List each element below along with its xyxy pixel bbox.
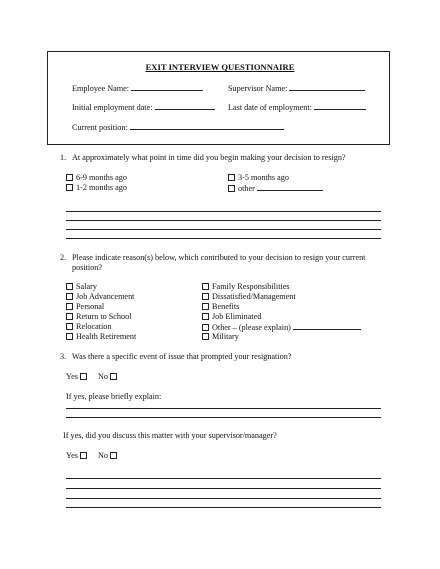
q2-option-job-eliminated[interactable] <box>202 312 261 322</box>
q3-number: 3. <box>60 352 67 361</box>
q2-option-benefits[interactable] <box>202 302 239 312</box>
q1-answer-line[interactable] <box>66 211 381 212</box>
option-label: Relocation <box>76 322 112 331</box>
form-title: EXIT INTERVIEW QUESTIONNAIRE <box>145 62 295 72</box>
checkbox[interactable] <box>80 452 87 459</box>
option-label: Personal <box>76 302 105 311</box>
q2-number: 2. <box>60 253 67 262</box>
option-label: Salary <box>76 282 97 291</box>
q2-option-relocation[interactable] <box>66 322 111 332</box>
supervisor-name-line <box>289 83 365 91</box>
option-label: Dissatisfied/Management <box>212 292 296 301</box>
q2-option-dissatisfied-management[interactable] <box>202 292 296 302</box>
other-explain-line <box>293 322 361 330</box>
employee-name-field[interactable] <box>72 83 203 94</box>
initial-employment-date-line <box>155 102 215 110</box>
option-label: Other – (please explain) <box>212 323 291 332</box>
yes-label: Yes <box>66 372 78 381</box>
q2-text-line1: Please indicate reason(s) below, which contributed to your decision to resign your current <box>72 253 366 262</box>
q3-no-option[interactable] <box>98 372 117 382</box>
checkbox[interactable] <box>110 452 117 459</box>
checkbox[interactable] <box>228 185 235 192</box>
option-label: 1-2 months ago <box>76 183 127 192</box>
checkbox[interactable] <box>66 303 73 310</box>
no-label: No <box>98 451 109 460</box>
q1-text: At approximately what point in time did you begin making your decision to resign? <box>72 153 346 162</box>
q1-option-3-5-months[interactable] <box>228 173 289 183</box>
checkbox[interactable] <box>202 293 209 300</box>
q3-answer-line[interactable] <box>66 417 381 418</box>
q2-option-job-advancement[interactable] <box>66 292 134 302</box>
initial-employment-date-label: Initial employment date: <box>72 103 153 112</box>
option-label: Job Advancement <box>76 292 135 301</box>
checkbox[interactable] <box>66 184 73 191</box>
q1-answer-line[interactable] <box>66 229 381 230</box>
supervisor-name-field[interactable] <box>228 83 365 94</box>
checkbox[interactable] <box>202 283 209 290</box>
last-date-of-employment-field[interactable] <box>228 102 366 113</box>
q2-option-health-retirement[interactable] <box>66 332 136 342</box>
checkbox[interactable] <box>202 333 209 340</box>
q2-option-personal[interactable] <box>66 302 104 312</box>
q2-option-family-responsibilities[interactable] <box>202 282 290 292</box>
last-date-of-employment-label: Last date of employment: <box>228 103 312 112</box>
current-position-label: Current position: <box>72 123 128 132</box>
q1-number: 1. <box>60 153 67 162</box>
option-label: Health Retirement <box>76 332 137 341</box>
checkbox[interactable] <box>66 313 73 320</box>
checkbox[interactable] <box>80 373 87 380</box>
q3-explain-label: If yes, please briefly explain: <box>66 392 162 401</box>
q1-answer-line[interactable] <box>66 238 381 239</box>
followup-answer-line[interactable] <box>66 507 381 508</box>
q3-followup-no-option[interactable] <box>98 451 117 461</box>
checkbox[interactable] <box>228 174 235 181</box>
checkbox[interactable] <box>66 333 73 340</box>
current-position-field[interactable] <box>72 122 284 133</box>
initial-employment-date-field[interactable] <box>72 102 215 113</box>
yes-label: Yes <box>66 451 78 460</box>
option-label: Family Responsibilities <box>212 282 290 291</box>
supervisor-name-label: Supervisor Name: <box>228 84 288 93</box>
q2-option-salary[interactable] <box>66 282 97 292</box>
employee-name-line <box>131 83 203 91</box>
checkbox[interactable] <box>202 313 209 320</box>
option-label: Job Eliminated <box>212 312 262 321</box>
followup-answer-line[interactable] <box>66 478 381 479</box>
option-label: other <box>238 184 255 193</box>
q2-option-return-to-school[interactable] <box>66 312 132 322</box>
q1-option-1-2-months[interactable] <box>66 183 127 193</box>
option-label: 3-5 months ago <box>238 173 289 182</box>
q3-answer-line[interactable] <box>66 408 381 409</box>
q1-answer-line[interactable] <box>66 220 381 221</box>
checkbox[interactable] <box>66 174 73 181</box>
followup-answer-line[interactable] <box>66 488 381 489</box>
q1-option-6-9-months[interactable] <box>66 173 127 183</box>
checkbox[interactable] <box>66 293 73 300</box>
other-line <box>257 183 323 191</box>
checkbox[interactable] <box>66 283 73 290</box>
option-label: Return to School <box>76 312 132 321</box>
checkbox[interactable] <box>202 324 209 331</box>
option-label: Benefits <box>212 302 240 311</box>
checkbox[interactable] <box>110 373 117 380</box>
q3-yes-option[interactable] <box>66 372 87 382</box>
option-label: Military <box>212 332 239 341</box>
q3-followup-yes-option[interactable] <box>66 451 87 461</box>
q3-text: Was there a specific event of issue that prompted your resignation? <box>72 352 292 361</box>
checkbox[interactable] <box>66 323 73 330</box>
checkbox[interactable] <box>202 303 209 310</box>
no-label: No <box>98 372 109 381</box>
employee-name-label: Employee Name: <box>72 84 130 93</box>
q1-option-other[interactable] <box>228 183 323 194</box>
current-position-line <box>130 122 284 130</box>
option-label: 6-9 months ago <box>76 173 127 182</box>
followup-answer-line[interactable] <box>66 498 381 499</box>
last-date-of-employment-line <box>314 102 366 110</box>
q2-option-military[interactable] <box>202 332 239 342</box>
q2-text-line2: position? <box>72 263 103 272</box>
q3-followup-text: If yes, did you discuss this matter with your supervisor/manager? <box>63 431 277 440</box>
